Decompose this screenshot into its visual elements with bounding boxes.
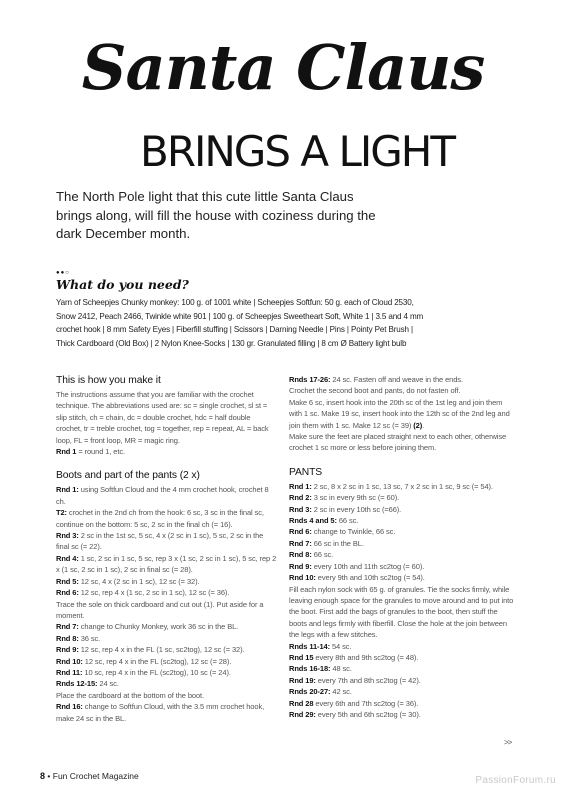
rnd-label: Rnds 4 and 5:	[289, 516, 337, 526]
rnd-text: every 7th and 8th sc2tog (= 42).	[315, 675, 421, 685]
second-boot-note: Crochet the second boot and pants, do not fasten off.	[289, 386, 461, 396]
page-title: Santa Claus	[81, 31, 485, 104]
rnd-label: Rnds 17-26:	[289, 375, 331, 384]
rnd-text: change to Softfun Cloud, with the 3.5 mm crochet hook, make 24 sc in the BL.	[56, 702, 265, 723]
rnd-text: 12 sc, rep 4 x in the FL (1 sc, sc2tog), 12 sc (= 32).	[78, 645, 245, 655]
rnd-text: 66 sc.	[336, 516, 359, 526]
pattern-round	[56, 553, 278, 576]
rnd-label: Rnd 7:	[56, 622, 79, 632]
rnd-text: 10 sc, rep 4 x in the FL (sc2tog), 10 sc (= 24).	[82, 667, 231, 677]
rnd-label: Rnd 8:	[289, 550, 312, 560]
rnd-label: Rnd 10:	[289, 573, 316, 583]
rnd-text: Fill each nylon sock with 65 g. of granules. Tie the socks firmly, while leaving enough space for the granules to move around and to put into the boot. First add the bags of granules to the boot, then stuff the boots and legs firmly with fiberfill. Close the hole at the join between the legs with a few stitches.	[289, 584, 514, 640]
rnd-text: 2 sc, 8 x 2 sc in 1 sc, 13 sc, 7 x 2 sc in 1 sc, 9 sc (= 54).	[311, 481, 493, 491]
rnd-text: every 5th and 6th sc2tog (= 30).	[315, 709, 421, 719]
rnd-label: Rnd 15	[289, 652, 314, 662]
pants-rounds	[289, 481, 514, 721]
pattern-round	[56, 576, 278, 587]
rnd-text: 54 sc.	[330, 641, 352, 651]
pattern-round	[56, 690, 278, 701]
rnd-text: 48 sc.	[330, 664, 352, 674]
pattern-round	[56, 644, 278, 655]
pattern-round	[56, 667, 278, 678]
pattern-round	[289, 549, 514, 560]
join-legs-note	[289, 397, 514, 431]
rnd-label: Rnd 9:	[289, 561, 312, 571]
pattern-round	[289, 515, 514, 526]
materials-line: Snow 2412, Peach 2466, Twinkle white 901 | 100 g. of Scheepjes Sweetheart Soft, White 1 | 3.5 and 4 mm	[56, 311, 424, 321]
rnd-label: Rnd 9:	[56, 645, 79, 655]
footer-bullet: •	[47, 771, 51, 781]
right-column	[289, 374, 514, 720]
rnd-text: 1 sc, 2 sc in 1 sc, 5 sc, rep 3 x (1 sc, 2 sc in 1 sc), 5 sc, rep 2 x (1 sc, 2 sc in 1 sc), 2 sc in final sc (= 28).	[56, 553, 277, 575]
pattern-round	[289, 538, 514, 549]
rnd-text: 36 sc.	[78, 633, 101, 643]
rnd-text: using Softfun Cloud and the 4 mm crochet hook, crochet 8 ch.	[56, 485, 269, 506]
figure-ref: (2)	[411, 420, 423, 430]
rnd-label: Rnd 19:	[289, 675, 316, 685]
pattern-round	[289, 686, 514, 697]
rnd-label: Rnd 1:	[56, 485, 79, 495]
continue-arrow: >>	[504, 738, 512, 747]
rnd-label: Rnds 12-15:	[56, 679, 98, 689]
rnd-text: 24 sc. Fasten off and weave in the ends.	[330, 375, 463, 384]
boots-heading: Boots and part of the pants (2 x)	[56, 470, 200, 482]
rnd-text: change to Chunky Monkey, work 36 sc in the BL.	[78, 622, 239, 632]
join-text: Make 6 sc, insert hook into the 20th sc of the 1st leg and join them with 1 sc. Make 19 sc, insert hook into the 12th sc of the 2nd leg and join them with 1 sc. Make 12 sc (= 39)	[289, 397, 510, 430]
rnd-text: 2 sc in the 1st sc, 5 sc, 4 x (2 sc in 1 sc), 5 sc, 2 sc in the final sc (= 22).	[56, 531, 264, 552]
materials-line: Thick Cardboard (Old Box) | 2 Nylon Knee-Socks | 130 gr. Granulated filling | 8 cm Ø Battery light bulb	[56, 338, 407, 348]
rnd-text: every 9th and 10th sc2tog (= 54).	[315, 573, 425, 583]
materials-line: crochet hook | 8 mm Safety Eyes | Fiberfill stuffing | Scissors | Darning Needle | Pins | Pointy Pet Brush |	[56, 325, 413, 335]
left-column	[56, 374, 278, 724]
pattern-round	[56, 656, 278, 667]
page-footer	[40, 770, 139, 782]
pattern-round	[289, 526, 514, 537]
pattern-round	[289, 641, 514, 652]
pattern-round	[56, 621, 278, 632]
how-text: The instructions assume that you are familiar with the crochet technique. The abbreviations used are: sc = single crochet, sl st = slip stitch, ch = chain, dc = double crochet, hdc = half double crochet, tr = treble crochet, tog = together, rep = repeat, AL = back loop, FL = front loop, MR = magic ring.	[56, 390, 269, 445]
rnd-text: 12 sc, 4 x (2 sc in 1 sc), 12 sc (= 32).	[78, 576, 200, 586]
rnd-label: Rnd 5:	[56, 576, 79, 586]
how-heading: This is how you make it	[56, 375, 161, 386]
rnd-text: 12 sc, rep 4 x (1 sc, 2 sc in 1 sc), 12 sc (= 36).	[78, 588, 230, 598]
rnd-text: 24 sc.	[97, 679, 119, 689]
rnd-text: 12 sc, rep 4 x in the FL (sc2tog), 12 sc (= 28).	[82, 656, 232, 666]
rnd-label: Rnd 28	[289, 698, 314, 708]
feet-note: Make sure the feet are placed straight next to each other, otherwise crochet 1 sc more or less before joining them.	[289, 432, 507, 453]
rnd-text: 3 sc in every 9th sc (= 60).	[311, 493, 400, 503]
decorative-dots: ●●○	[56, 270, 70, 276]
watermark: PassionForum.ru	[475, 775, 556, 786]
rnd-text: every 6th and 7th sc2tog (= 36).	[313, 698, 419, 708]
rounds-17-26	[289, 374, 514, 385]
rnd-label: Rnd 6:	[56, 588, 79, 598]
rnd-label: Rnd 10:	[56, 656, 83, 666]
pattern-round	[289, 709, 514, 720]
rnd-label: Rnd 1:	[289, 481, 312, 491]
pattern-round	[56, 587, 278, 598]
rnd-label: Rnd 29:	[289, 709, 316, 719]
rnd-label: Rnd 3:	[289, 504, 312, 514]
pattern-round	[56, 633, 278, 644]
pattern-round	[56, 678, 278, 689]
pattern-round	[289, 492, 514, 503]
rnd-text: Trace the sole on thick cardboard and cut out (1). Put aside for a moment.	[56, 599, 264, 620]
pattern-round	[56, 530, 278, 553]
pattern-round	[289, 675, 514, 686]
rnd-text: 66 sc.	[311, 550, 334, 560]
pattern-round	[289, 698, 514, 709]
pattern-round	[56, 507, 278, 530]
rnd-label: Rnd 2:	[289, 493, 312, 503]
rnd-label: Rnd 8:	[56, 633, 79, 643]
rnd-label: Rnds 11-14:	[289, 641, 330, 651]
rnd-text: 66 sc in the BL.	[311, 538, 364, 548]
rnd-text: change to Twinkle, 66 sc.	[311, 527, 396, 537]
rnd-text: crochet in the 2nd ch from the hook: 6 sc, 3 sc in the final sc, continue on the bottom: 5 sc, 2 sc in the final ch (= 16).	[56, 508, 264, 529]
materials-section	[56, 270, 516, 350]
magazine-name: Fun Crochet Magazine	[52, 771, 139, 781]
how-rnd-note	[56, 446, 278, 457]
page-subtitle: BRINGS A LIGHT	[140, 127, 455, 176]
materials-heading: What do you need?	[56, 277, 189, 292]
page-number: 8	[40, 771, 46, 781]
rnd-text: every 8th and 9th sc2tog (= 48).	[313, 652, 419, 662]
rnd-label: Rnd 7:	[289, 538, 312, 548]
rnd-text: 2 sc in every 10th sc (=66).	[311, 504, 402, 514]
rnd-label: Rnds 20-27:	[289, 687, 331, 697]
rnd-label: T2:	[56, 508, 67, 518]
pattern-round	[289, 652, 514, 663]
rnd-label: Rnds 16-18:	[289, 664, 331, 674]
boots-rounds	[56, 484, 278, 724]
rnd-label: Rnd 6:	[289, 527, 312, 537]
pattern-round	[56, 701, 278, 724]
materials-list	[56, 296, 516, 350]
materials-line: Yarn of Scheepjes Chunky monkey: 100 g. of 1001 white | Scheepjes Softfun: 50 g. each of Cloud 2530,	[56, 298, 414, 307]
pattern-round	[56, 599, 278, 622]
rnd-label: Rnd 1	[56, 447, 77, 457]
pattern-round	[56, 484, 278, 507]
intro-paragraph: The North Pole light that this cute little Santa Claus brings along, will fill the house with coziness during the dark December month.	[56, 189, 376, 241]
join-end: .	[422, 420, 425, 430]
rnd-text: Place the cardboard at the bottom of the boot.	[56, 690, 205, 700]
pattern-round	[289, 561, 514, 572]
pattern-round	[289, 584, 514, 641]
pattern-round	[289, 481, 514, 492]
rnd-text: 42 sc.	[330, 687, 352, 697]
pattern-round	[289, 572, 514, 583]
pattern-round	[289, 504, 514, 515]
rnd-text: = round 1, etc.	[76, 447, 125, 457]
pattern-round	[289, 663, 514, 674]
rnd-label: Rnd 4:	[56, 553, 79, 563]
rnd-text: every 10th and 11th sc2tog (= 60).	[311, 561, 425, 571]
pants-heading: PANTS	[289, 466, 323, 478]
rnd-label: Rnd 16:	[56, 702, 83, 712]
rnd-label: Rnd 3:	[56, 531, 79, 541]
rnd-label: Rnd 11:	[56, 667, 83, 677]
